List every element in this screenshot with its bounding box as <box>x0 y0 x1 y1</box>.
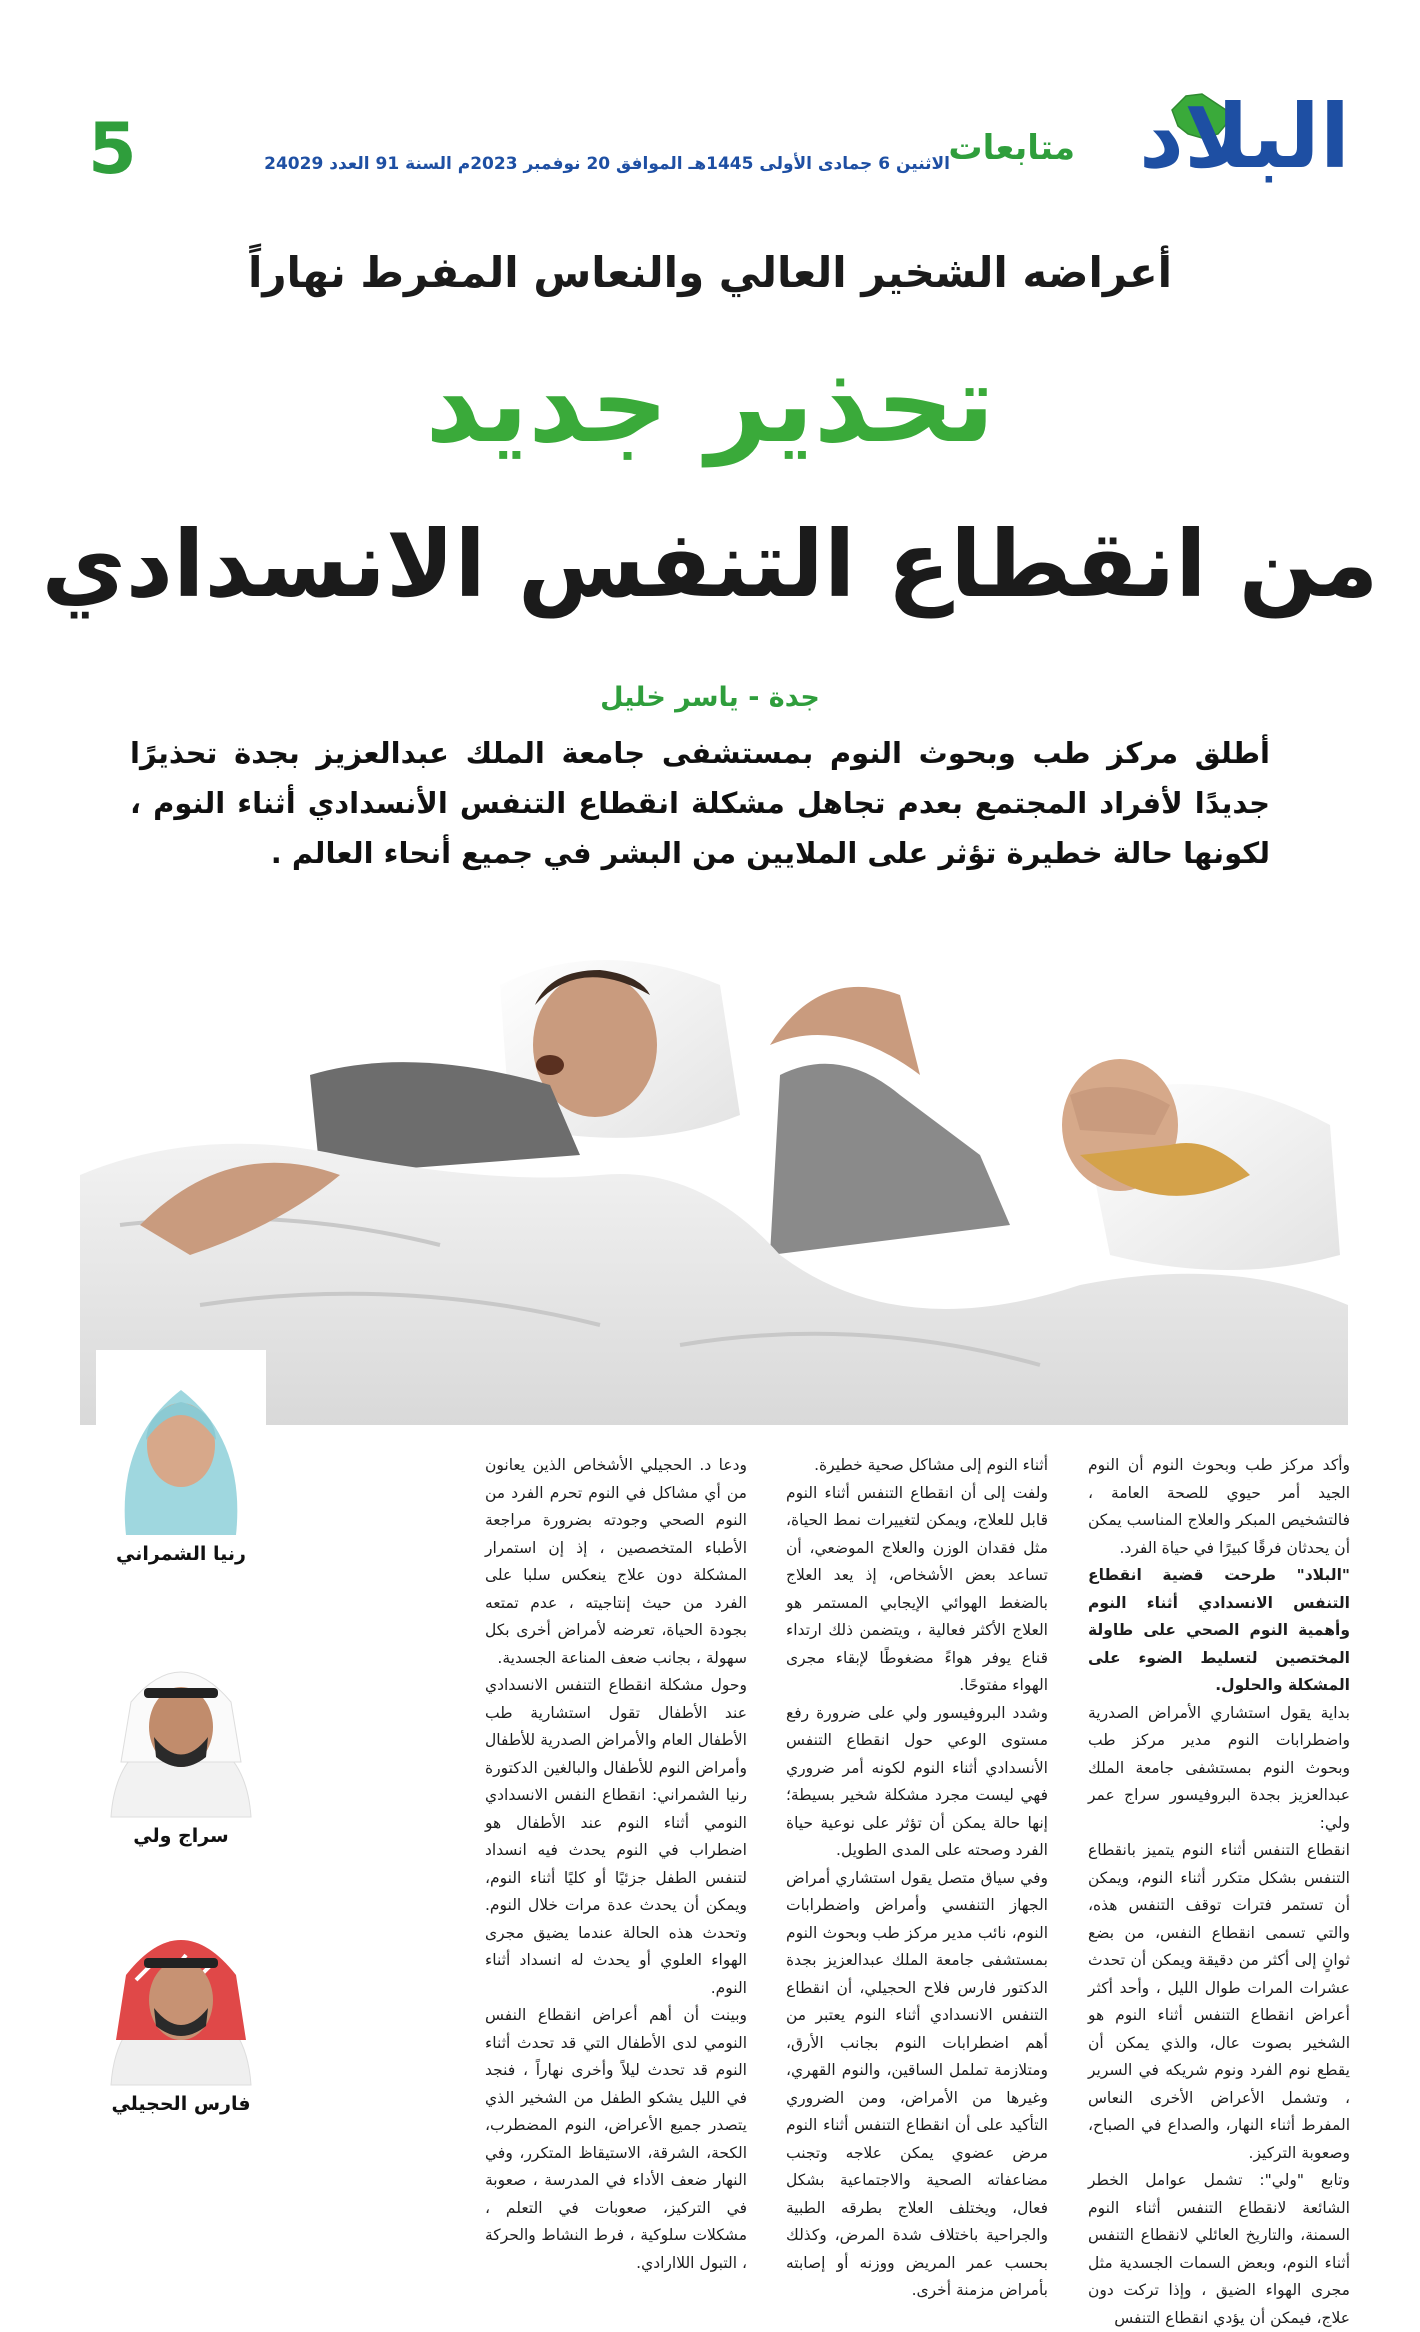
byline: جدة - ياسر خليل <box>600 682 820 713</box>
article-column-2 <box>786 1452 1048 2305</box>
portrait-caption: رنيا الشمراني <box>116 1543 246 1565</box>
paragraph: أثناء النوم إلى مشاكل صحية خطيرة. <box>814 1456 1048 1474</box>
person-portrait-icon <box>96 1350 266 1535</box>
sub-headline: من انقطاع التنفس الانسدادي <box>41 511 1379 618</box>
page-number: 5 <box>88 108 137 190</box>
paragraph: وبينت أن أهم أعراض انقطاع النفس النومي لدى الأطفال التي قد تحدث أثناء النوم قد تحدث ليلاً وأخرى نهاراً ، فنجد في الليل يشكو الطفل من الشخير الذي يتصدر جميع الأعراض، النوم المضطرب، الكحة، الشرقة، الاستيقاظ المتكرر، وفي النهار ضعف الأداء في المدرسة ، صعوبة في التركيز، صعوبات في التعلم ، مشكلات سلوكية ، فرط النشاط والحركة ، التبول اللاارادي. <box>485 2006 747 2272</box>
paragraph: وفي سياق متصل يقول استشاري أمراض الجهاز التنفسي وأمراض واضطرابات النوم، نائب مدير مركز طب وبحوث النوم بمستشفى جامعة الملك عبدالعزيز بجدة الدكتور فارس فلاح الحجيلي، أن انقطاع التنفس الانسدادي أثناء النوم يعتبر من أهم اضطرابات النوم بجانب الأرق، ومتلازمة تململ الساقين، والنوم القهري، وغيرها من الأمراض، ومن الضروري التأكيد على أن انقطاع التنفس أثناء النوم مرض عضوي يمكن علاجه وتجنب مضاعفاته الصحية والاجتماعية بشكل فعال، ويختلف العلاج بطرقه الطبية والجراحية باختلاف شدة المرض، وكذلك بحسب عمر المريض ووزنه أو إصابته بأمراض مزمنة أخرى. <box>786 1868 1048 2299</box>
main-headline: تحذير جديد <box>425 342 995 467</box>
newspaper-logo <box>1110 82 1350 202</box>
paragraph: وشدد البروفيسور ولي على ضرورة رفع مستوى الوعي حول انقطاع التنفس الأنسدادي أثناء النوم لكونه أمر ضروري فهي ليست مجرد مشكلة شخير بسيطة؛ إنها حالة يمكن أن تؤثر على نوعية حياة الفرد وصحته على المدى الطويل. <box>786 1703 1048 1859</box>
paragraph: وتابع "ولي": تشمل عوامل الخطر الشائعة لانقطاع التنفس أثناء النوم السمنة، والتاريخ العائلي لانقطاع التنفس أثناء النوم، وبعض السمات الجسدية مثل مجرى الهواء الضيق ، وإذا تركت دون علاج، فيمكن أن يؤدي انقطاع التنفس <box>1088 2171 1350 2327</box>
sleeping-couple-photo <box>80 925 1348 1425</box>
person-portrait-icon <box>96 1900 266 2085</box>
logo-wordmark: البلاد <box>1138 85 1350 188</box>
paragraph: ولفت إلى أن انقطاع التنفس أثناء النوم قابل للعلاج، ويمكن لتغييرات نمط الحياة، مثل فقدان الوزن والعلاج الموضعي، أن تساعد بعض الأشخاص، إذ يعد العلاج بالضغط الهوائي الإيجابي المستمر هو العلاج الأكثر فعالية ، ويتضمن ذلك ارتداء قناع يوفر هواءً مضغوطًا لإبقاء مجرى الهواء مفتوحًا. <box>786 1483 1048 1694</box>
paragraph: انقطاع التنفس أثناء النوم يتميز بانقطاع التنفس بشكل متكرر أثناء النوم، ويمكن أن تستمر فترات توقف التنفس هذه، والتي تسمى انقطاع النفس، من بضع ثوانٍ إلى أكثر من دقيقة ويمكن أن تحدث عشرات المرات طوال الليل ، وأحد أكثر أعراض انقطاع التنفس أثناء النوم هو الشخير بصوت عال، والذي يمكن أن يقطع نوم الفرد ونوم شريكه في السرير ، وتشمل الأعراض الأخرى النعاس المفرط أثناء النهار، والصداع في الصباح، وصعوبة التركيز. <box>1088 1841 1350 2162</box>
article-column-3 <box>485 1452 747 2277</box>
kicker-headline: أعراضه الشخير العالي والنعاس المفرط نهاراً <box>247 248 1173 297</box>
portrait-siraj <box>96 1632 266 1847</box>
paragraph: "البلاد" طرحت قضية انقطاع التنفس الانسدادي أثناء النوم وأهمية النوم الصحي على طاولة المختصين لتسليط الضوء على المشكلة والحلول. <box>1088 1566 1350 1694</box>
issue-dateline: الاثنين 6 جمادى الأولى 1445هـ الموافق 20 نوفمبر 2023م السنة 91 العدد 24029 <box>264 154 950 174</box>
article-column-1 <box>1088 1452 1350 2332</box>
lede-paragraph: أطلق مركز طب وبحوث النوم بمستشفى جامعة الملك عبدالعزيز بجدة تحذيرًا جديدًا لأفراد المجتمع بعدم تجاهل مشكلة انقطاع التنفس الأنسدادي أثناء النوم ، لكونها حالة خطيرة تؤثر على الملايين من البشر في جميع أنحاء العالم . <box>130 736 1270 870</box>
paragraph: وأكد مركز طب وبحوث النوم أن النوم الجيد أمر حيوي للصحة العامة ، فالتشخيص المبكر والعلاج المناسب يمكن أن يحدثان فرقًا كبيرًا في حياة الفرد. <box>1088 1456 1350 1557</box>
paragraph: ودعا د. الحجيلي الأشخاص الذين يعانون من أي مشاكل في النوم تحرم الفرد من النوم الصحي وجودته بضرورة مراجعة الأطباء المتخصصين ، إذ إن استمرار المشكلة دون علاج ينعكس سلبا على الفرد من حيث إنتاجيته ، عدم تمتعه بجودة الحياة، تعرضه لأمراض أخرى بكل سهولة ، بجانب ضعف المناعة الجسدية. <box>485 1456 747 1667</box>
paragraph: وحول مشكلة انقطاع التنفس الانسدادي عند الأطفال تقول استشارية طب الأطفال العام والأمراض الصدرية للأطفال وأمراض النوم للأطفال والبالغين الدكتورة رنيا الشمراني: انقطاع النفس الانسدادي النومي أثناء النوم عند الأطفال هو اضطراب في النوم يحدث فيه انسداد لتنفس الطفل جزئيًا أو كليًا أثناء النوم، ويمكن أن يحدث عدة مرات خلال النوم. وتحدث هذه الحالة عندما يضيق مجرى الهواء العلوي أو يحدث له انسداد أثناء النوم. <box>485 1676 747 1997</box>
portrait-rania <box>96 1350 266 1565</box>
portrait-fares <box>96 1900 266 2115</box>
paragraph: بداية يقول استشاري الأمراض الصدرية واضطرابات النوم مدير مركز طب وبحوث النوم بمستشفى جامعة الملك عبدالعزيز بجدة البروفيسور سراج عمر ولي: <box>1088 1703 1350 1832</box>
portrait-caption: فارس الحجيلي <box>111 2093 251 2115</box>
section-title: متابعات <box>948 128 1075 168</box>
portrait-caption: سراج ولي <box>133 1825 229 1847</box>
person-portrait-icon <box>96 1632 266 1817</box>
